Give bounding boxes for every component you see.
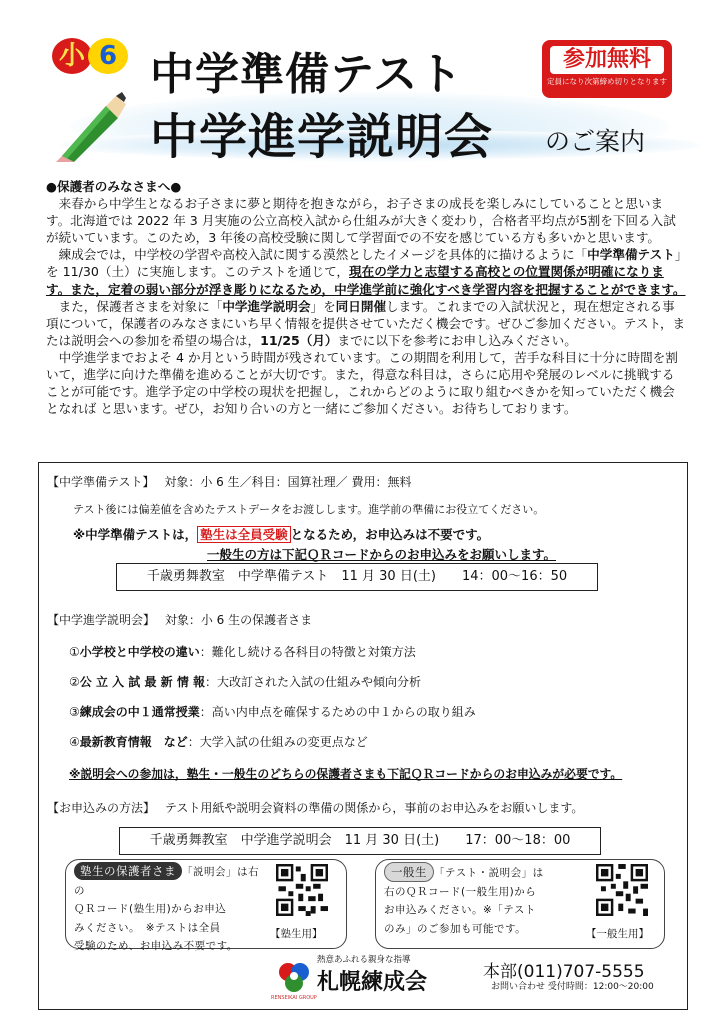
apply-text: テスト用紙や説明会資料の準備の関係から，事前のお申込みをお願いします。 [164,801,584,815]
general-qr-caption: 【一般生用】 [586,928,649,940]
text-line: 受験のため、お申込み不要です。 [74,940,238,952]
seminar-notice: ※説明会への参加は，塾生・一般生のどちらの保護者さまも下記ＱＲコードからのお申込みが必要です。 [69,767,623,781]
intro-text [46,178,686,417]
deadline-bold: 11/25（月） [260,332,338,348]
text-line: 「テスト・説明会」は [434,867,544,879]
seminar-item [69,733,368,750]
header [0,0,724,170]
free-badge-label: 参加無料 [550,46,664,74]
item-desc: ：大改訂された入試の仕組みや傾向分析 [205,675,422,689]
seminar-item [69,703,476,720]
seminar-heading: 【中学進学説明会】 [47,613,156,627]
underlined-statement: 現在の学力と志望する高校との位置関係が明確になります。また，定着の弱い部分が浮き彫りになるため，中学進学前に強化すべき学習内容を把握することができます。 [46,264,686,297]
grade-badge [52,36,136,76]
logo [271,953,477,1003]
item-desc: ：大学入試の仕組みの変更点など [187,735,368,749]
general-apply-box [375,859,665,949]
item-title: 公 立 入 試 最 新 情 報 [79,675,206,689]
contact-hours: お問い合わせ 受付時間：12:00〜20:00 [491,982,654,992]
text-span: 」を 11/30（土）に実施します。このテストを通じて， [46,247,682,280]
test-notice-general: 一般生の方は下記ＱＲコードからのお申込みをお願いします。 [207,547,557,562]
item-desc: ：難化し続ける各科目の特徴と対策方法 [199,645,416,659]
logo-name: 札幌練成会 [317,970,428,995]
intro-paragraph: 中学進学までおよそ 4 か月という時間が残されています。この期間を利用して，苦手な科目に十分に時間を割いて，進学に向けた準備を進めることが大切です。また，得意な科目は，さらに応用や発展のレベルに挑戦することが可能です。進学予定の中学校の現状を把握し，これからどのように取り組むべきかを知っていただく機会となれば と思います。ぜひ，お知り合いの方と一緒にご参加ください。お待ちしております。 [46,349,678,417]
greeting: ●保護者のみなさまへ● [46,179,182,194]
apply-heading-row [47,799,583,816]
apply-heading: 【お申込みの方法】 [47,801,156,815]
intro-paragraph [46,246,686,297]
test-notice [73,525,489,543]
title-test: 中学準備テスト [150,49,464,100]
text-span: となるため，お申込みは不要です。 [290,527,490,542]
text-line: みください。 ※テストは全員 [74,921,221,934]
test-details: 対象：小 6 生／科目：国算社理／ 費用：無料 [164,475,412,489]
renseikai-logo-icon [277,961,311,995]
general-qr-code[interactable] [596,864,648,916]
text-line: お申込みください。※「テスト [384,904,536,916]
intro-paragraph: 来春から中学生となるお子さまに夢と期待を抱きながら，お子さまの成長を楽しみにしていることと思います。北海道では 2022 年 3 月実施の公立高校入試から仕組みが大きく変わり，合格者平均点が5割を下回る入試が続いています。このため，3 年後の高校受験に関して学習面での不安を感じている方も多いかと思います。 [46,196,676,246]
logo-sub: RENSEIKAI GROUP [271,995,317,1001]
text-line: 右のＱＲコード(一般生用)から [384,885,537,898]
free-badge [542,40,672,98]
item-number: ③ [69,705,80,719]
text-span: までに以下を参考にお申し込みください。 [337,332,577,348]
general-apply-text [384,862,584,938]
seminar-schedule-box: 千歳勇舞教室 中学進学説明会 11 月 30 日(土) 17：00〜18：00 [119,827,601,855]
member-apply-box [65,859,347,952]
member-tag: 塾生の保護者さま [74,862,182,880]
item-number: ② [69,675,80,689]
member-apply-text [74,862,264,956]
contact-phone: 本部(011)707-5555 [483,962,645,982]
seminar-heading-row [47,611,312,628]
free-badge-note: 定員になり次第締め切りとなります [547,77,667,86]
same-day-bold: 同日開催 [335,298,387,314]
text-span: 練成会では，中学校の学習や高校入試に関する漠然としたイメージを具体的に描けるように「 [58,247,588,263]
logo-tagline: 熱意あふれる親身な指導 [317,955,411,965]
seminar-item [69,643,416,660]
test-name-bold: 中学準備テスト [587,247,675,263]
text-span: 」を [310,298,336,314]
text-line: 「説明会」は右の [74,866,259,897]
intro-paragraph [46,298,686,349]
test-heading-row [47,473,411,490]
general-tag: 一般生 [384,862,434,882]
text-span: ※中学準備テストは， [73,527,198,542]
grade-char: 小 [52,38,92,74]
test-schedule-box: 千歳勇舞教室 中学準備テスト 11 月 30 日(土) 14：00〜16：50 [116,563,598,591]
text-line: のみ」のご参加も可能です。 [384,922,527,935]
item-desc: ：高い内申点を確保するための中１からの取り組み [199,705,476,719]
seminar-item [69,673,421,690]
item-number: ① [69,645,80,659]
test-heading: 【中学準備テスト】 [47,475,155,489]
title-suffix: のご案内 [545,127,646,156]
seminar-name-bold: 中学進学説明会 [222,298,311,314]
details-box [38,462,688,1010]
test-note: テスト後には偏差値を含めたテストデータをお渡しします。進学前の準備にお役立てください。 [73,503,545,516]
item-title: 練成会の中１通常授業 [79,705,200,719]
seminar-target: 対象：小 6 生の保護者さま [164,613,313,627]
item-title: 最新教育情報 など [79,735,188,749]
text-span: また，保護者さまを対象に「 [58,298,223,314]
text-span: します。これまでの入試状況と，現在想定される事項について，保護者のみなさまにいち早く情報を提供させていただく機会です。ぜひご参加ください。テスト，または説明会への参加を希望の場合は， [46,298,686,348]
item-title: 小学校と中学校の違い [79,645,200,659]
text-line: ＱＲコード(塾生用)からお申込 [74,903,227,915]
grade-number: 6 [88,38,128,74]
item-number: ④ [69,735,80,749]
member-exempt-highlight: 塾生は全員受験 [197,526,291,543]
pencil-icon [54,92,126,162]
title-seminar: 中学進学説明会 [150,109,494,165]
member-qr-caption: 【塾生用】 [270,928,323,940]
member-qr-code[interactable] [276,864,328,916]
